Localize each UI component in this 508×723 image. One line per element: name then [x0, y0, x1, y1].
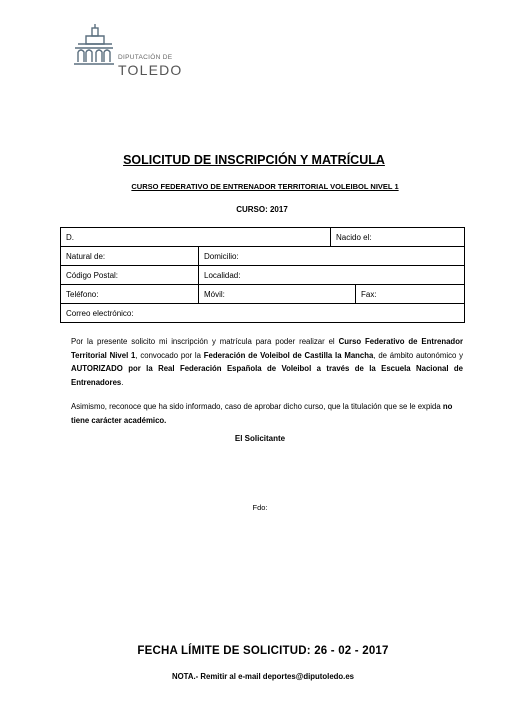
document-title: SOLICITUD DE INSCRIPCIÓN Y MATRÍCULA [123, 153, 385, 167]
logo-name: TOLEDO [118, 62, 183, 78]
course-subtitle: CURSO FEDERATIVO DE ENTRENADOR TERRITORIAL VOLEIBOL NIVEL 1 [131, 182, 399, 191]
deadline-notice: FECHA LÍMITE DE SOLICITUD: 26 - 02 - 2017 [137, 645, 389, 657]
course-year: CURSO: 2017 [236, 205, 288, 214]
logo-subtitle: DIPUTACIÓN DE [118, 54, 173, 61]
form-row-name [61, 228, 465, 247]
applicant-label: El Solicitante [234, 434, 286, 443]
signature-label: Fdo: [252, 503, 268, 512]
birthplace-field[interactable]: Natural de: [61, 247, 199, 266]
acknowledgement-paragraph: Asimismo, reconoce que ha sido informado, caso de aprobar dicho curso, que la titulación que se le expida no tiene carácter académico. [71, 402, 453, 425]
name-field[interactable]: D. [61, 228, 331, 247]
request-paragraph: Por la presente solicito mi inscripción y matrícula para poder realizar el Curso Federativo de Entrenador Territorial Nivel 1, convocado por la Federación de Voleibol de Castilla la Mancha, de ámbito autonómico y AUTORIZADO por la Real Federación Española de Voleibol a través de la Escuela Nacional de Entrenadores. [71, 337, 464, 387]
fax-field[interactable]: Fax: [356, 285, 465, 304]
form-row-phones [61, 285, 465, 304]
registration-form [60, 227, 465, 323]
form-row-location [61, 266, 465, 285]
city-field[interactable]: Localidad: [199, 266, 465, 285]
phone-field[interactable]: Teléfono: [61, 285, 199, 304]
birthdate-field[interactable]: Nacido el: [331, 228, 465, 247]
form-row-origin [61, 247, 465, 266]
form-row-email [61, 304, 465, 323]
diputacion-toledo-logo [72, 22, 182, 78]
postal-code-field[interactable]: Código Postal: [61, 266, 199, 285]
email-note: NOTA.- Remitir al e-mail deportes@diputoledo.es [171, 672, 355, 681]
building-emblem-icon [72, 22, 116, 68]
mobile-field[interactable]: Móvil: [199, 285, 356, 304]
email-field[interactable]: Correo electrónico: [61, 304, 465, 323]
address-field[interactable]: Domicilio: [199, 247, 465, 266]
